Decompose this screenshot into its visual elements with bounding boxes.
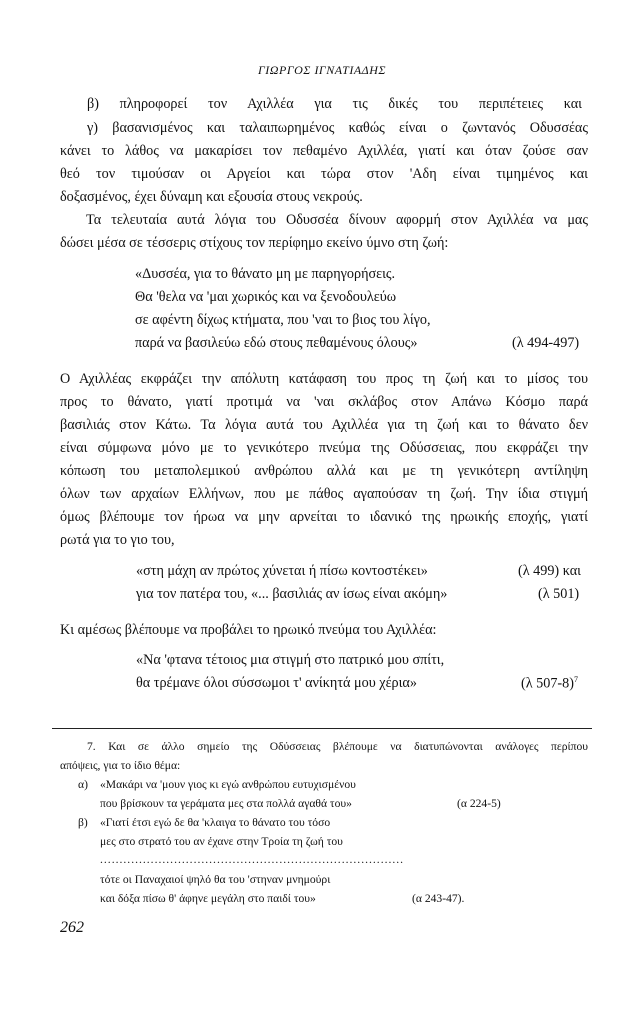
quote2-line1-reference: (λ 499) και [518,563,581,579]
footnote-item-b-reference: (α 243-47). [412,892,465,905]
quote3-reference: (λ 507-8)$^7$ [521,675,578,692]
quote1-line2: Θα 'θελα να 'μαι χωρικός και να ξενοδουλεύω [135,289,397,305]
para1-line2: γ) βασανισμένος και ταλαιπωρημένος καθώς είναι ο ζωντανός Οδυσσέας [87,120,588,136]
quote2-line2-reference: (λ 501) [538,586,580,602]
quote3-line2: θα τρέμανε όλοι σύσσωμοι τ' ανίκητά μου χέρια» [136,675,417,691]
para2-line2: δώσει μέσα σε τέσσερις στίχους τον περίφημο εκείνο ύμνο στη ζωή: [60,235,449,251]
para3-line2: προς το θάνατο, γιατί προτιμά να 'ναι σκλάβος στον Απάνω Κόσμο παρά [60,394,588,410]
footnote-item-a-reference: (α 224-5) [457,797,501,810]
footnote-item-b-line2: μες στο στρατό του αν έχανε στην Τροία τη ζωή του [100,835,343,848]
quote1-reference: (λ 494-497) [512,335,580,351]
footnote-divider [52,728,592,729]
para1-line5: δοξασμένος, έχει δύναμη και εξουσία στους νεκρούς. [60,189,363,205]
para3-line5: κόπωση του μεταπολεμικού ανθρώπου αλλά και με τη γενικότερη αντίληψη [60,463,588,479]
quote2-line2: για τον πατέρα του, «... βασιλιάς αν ίσως είναι ακόμη» [136,586,448,602]
quote1-line3: σε αφέντη δίχως κτήματα, που 'ναι το βιος του λίγο, [135,312,431,328]
footnote-item-b-line3: τότε οι Παναχαιοί ψηλό θα του 'στηναν μνημούρι [100,873,331,886]
para3-line7: όμως βλέπουμε τον ήρωα να μην αρνείται το ιδανικό της ηρωικής εποχής, γιατί [60,509,588,525]
footnote-item-b-label: β) [78,816,88,829]
para3-line1: Ο Αχιλλέας εκφράζει την απόλυτη κατάφαση του προς τη ζωή και το μίσος του [60,371,588,387]
running-header: ΓΙΩΡΓΟΣ ΙΓΝΑΤΙΑΔΗΣ [257,63,386,77]
para1-line3: κάνει το λάθος να μακαρίσει τον πεθαμένο Αχιλλέα, γιατί και όταν ζούσε σαν [60,143,588,159]
footnote-item-b-line4: και δόξα πίσω θ' άφηνε μεγάλη στο παιδί του» [100,892,316,905]
footnote-intro-line2: απόψεις, για το ίδιο θέμα: [60,759,181,772]
para3-line8: ρωτά για το γιο του, [60,532,175,548]
para3-line3: βασιλιάς στον Κάτω. Τα λόγια αυτά του Αχιλλέα για τη ζωή και το θάνατο δεν [60,417,588,433]
quote3-line1: «Να 'φτανα τέτοιος μια στιγμή στο πατρικό μου σπίτι, [136,652,445,668]
para1-line1: β) πληροφορεί τον Αχιλλέα για τις δικές του περιπέτειες και [87,96,582,112]
para3-line4: είναι σύμφωνα μόνο με το γενικότερο πνεύμα της Οδύσσειας, που εκφράζει την [60,440,588,456]
footnote-marker: 7 [573,675,578,684]
footnote-item-b-line1: «Γιατί έτσι εγώ δε θα 'κλαιγα το θάνατο του τόσο [100,816,331,829]
footnote-item-a-label: α) [78,778,88,791]
footnote-intro-line1: 7. Και σε άλλο σημείο της Οδύσσειας βλέπουμε να διατυπώνονται ανάλογες περίπου [87,740,588,753]
quote2-line1: «στη μάχη αν πρώτος χύνεται ή πίσω κοντοστέκει» [136,563,428,579]
footnote-item-a-line1: «Μακάρι να 'μουν γιος κι εγώ ανθρώπου ευτυχισμένου [100,778,356,791]
para4-line1: Κι αμέσως βλέπουμε να προβάλει το ηρωικό πνεύμα του Αχιλλέα: [60,622,437,638]
footnote-ellipsis-dots: .............................................................................. [100,853,405,866]
footnote-item-a-line2: που βρίσκουν τα γεράματα μες στα πολλά αγαθά του» [100,797,352,810]
quote1-line4: παρά να βασιλεύω εδώ στους πεθαμένους όλους» [135,335,418,351]
para1-line4: θεό τον τιμούσαν οι Αργείοι και τώρα στον 'Αδη είναι τιμημένος και [60,166,588,182]
para3-line6: όλων των αρχαίων Ελλήνων, που με πάθος αγαπούσαν τη ζωή. Την ίδια στιγμή [60,486,588,502]
page-number: 262 [60,919,84,936]
quote1-line1: «Δυσσέα, για το θάνατο μη με παρηγορήσεις. [135,266,396,282]
para2-line1: Τα τελευταία αυτά λόγια του Οδυσσέα δίνουν αφορμή στον Αχιλλέα να μας [86,212,588,228]
